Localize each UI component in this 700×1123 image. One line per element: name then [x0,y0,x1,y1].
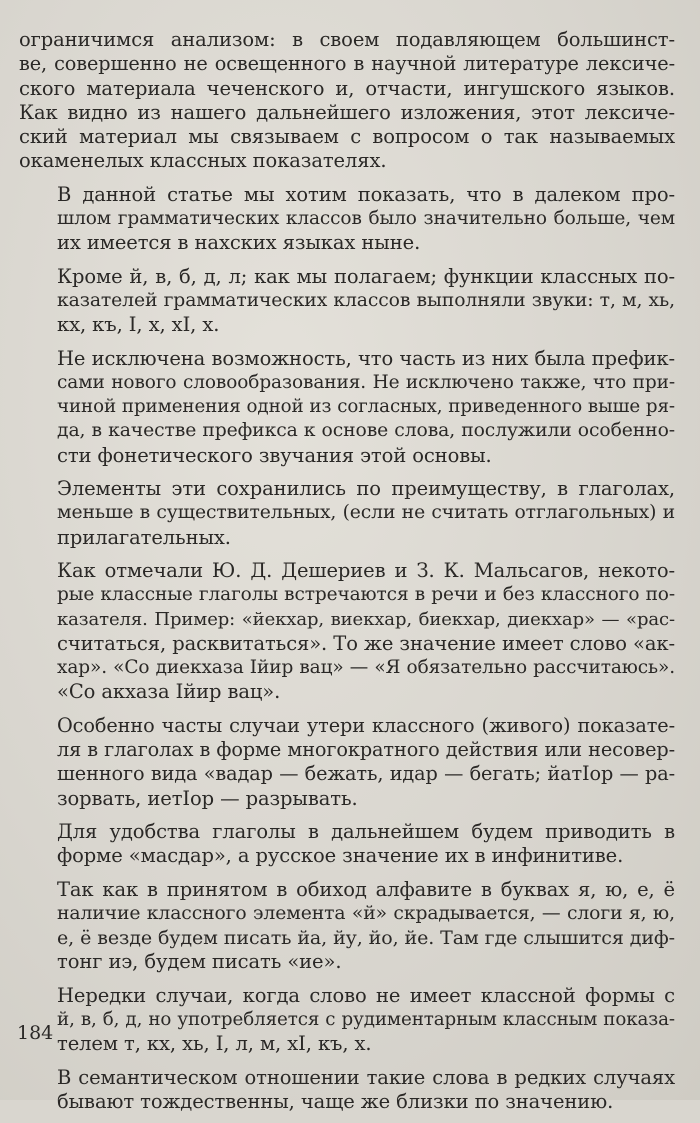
paragraph [19,265,675,338]
paragraph [19,714,675,811]
text-line: Не исключена возможность, что часть из них была префик- [57,346,675,370]
text-line: сами нового словообразования. Не исключено также, что при- [57,371,675,393]
paragraph [19,559,675,705]
text-line: наличие классного элемента «й» скрадывается, — слоги я, ю, [57,902,675,924]
text-line: бывают тождественны, чаще же близки по значению. [57,1089,614,1113]
text-line: телем т, кх, хь, I, л, м, хI, къ, х. [57,1032,372,1056]
text-line: ского материала чеченского и, отчасти, ингушского языков. [19,76,675,100]
text-line: «Со акхаза Iйир вац». [57,680,281,704]
text-line: ограничимся анализом: в своем подавляющем большинст- [19,28,675,51]
page-number: 184 [17,1022,54,1044]
text-line: шенного вида «вадар — бежать, идар — бегать; йатIор — ра- [57,762,675,786]
text-line: хар». «Со диекхаза Iйир вац» — «Я обязательно рассчитаюсь». [57,657,675,679]
text-line: прилагательных. [57,525,231,549]
paragraph [19,477,675,550]
text-line: казателей грамматических классов выполняли звуки: т, м, хь, [57,289,675,311]
text-line: казателя. Пример: «йекхар, виекхар, биекхар, диекхар» — «рас- [57,608,675,630]
paragraph [19,183,675,256]
text-line: форме «масдар», а русское значение их в инфинитиве. [57,844,624,868]
paragraph [19,347,675,468]
text-line: ский материал мы связываем с вопросом о так называемых [19,125,675,149]
text-line: Элементы эти сохранились по преимуществу, в глаголах, [57,477,675,501]
text-line: зорвать, иетIор — разрывать. [57,786,358,810]
text-line: шлом грамматических классов было значительно больше, чем [57,208,675,230]
text-line: В семантическом отношении такие слова в редких случаях [57,1065,675,1089]
text-line: Как отмечали Ю. Д. Дешериев и З. К. Мальсагов, некото- [57,558,675,582]
paragraph [19,984,675,1057]
text-line: ля в глаголах в форме многократного действия или несовер- [57,738,675,762]
body-text [19,28,675,1123]
text-line: их имеется в нахских языках ныне. [57,231,421,255]
text-line: Особенно часты случаи утери классного (живого) показате- [57,713,675,737]
text-line: В данной статье мы хотим показать, что в далеком про- [57,182,675,206]
paragraph [19,28,675,174]
text-line: ве, совершенно не освещенного в научной литературе лексиче- [19,52,675,76]
text-line: кх, къ, I, х, хI, х. [57,313,220,337]
text-line: е, ё везде будем писать йа, йу, йо, йе. Там где слышится диф- [57,927,675,950]
text-line: Так как в принятом в обиход алфавите в буквах я, ю, е, ё [57,877,675,901]
text-line: й, в, б, д, но употребляется с рудиментарным классным показа- [57,1008,675,1030]
text-line: Нередки случаи, когда слово не имеет классной формы с [57,983,675,1007]
text-line: рые классные глаголы встречаются в речи и без классного по- [57,584,675,606]
text-line: считаться, расквитаться». То же значение имеет слово «ак- [57,631,675,655]
paragraph [19,820,675,869]
text-line: меньше в существительных, (если не считать отглагольных) и [57,502,675,524]
text-line: да, в качестве префикса к основе слова, послужили особенно- [57,420,675,442]
text-line: Для удобства глаголы в дальнейшем будем приводить в [57,819,675,843]
paragraph [19,878,675,975]
text-line: тонг иэ, будем писать «ие». [57,950,342,974]
text-line: сти фонетического звучания этой основы. [57,443,492,467]
paragraph [19,1066,675,1115]
text-line: Кроме й, в, б, д, л; как мы полагаем; функции классных по- [57,264,675,288]
text-line: Как видно из нашего дальнейшего изложения, этот лексиче- [19,100,675,124]
text-line: окаменелых классных показателях. [19,149,387,173]
text-line: чиной применения одной из согласных, приведенного выше ря- [57,396,675,418]
